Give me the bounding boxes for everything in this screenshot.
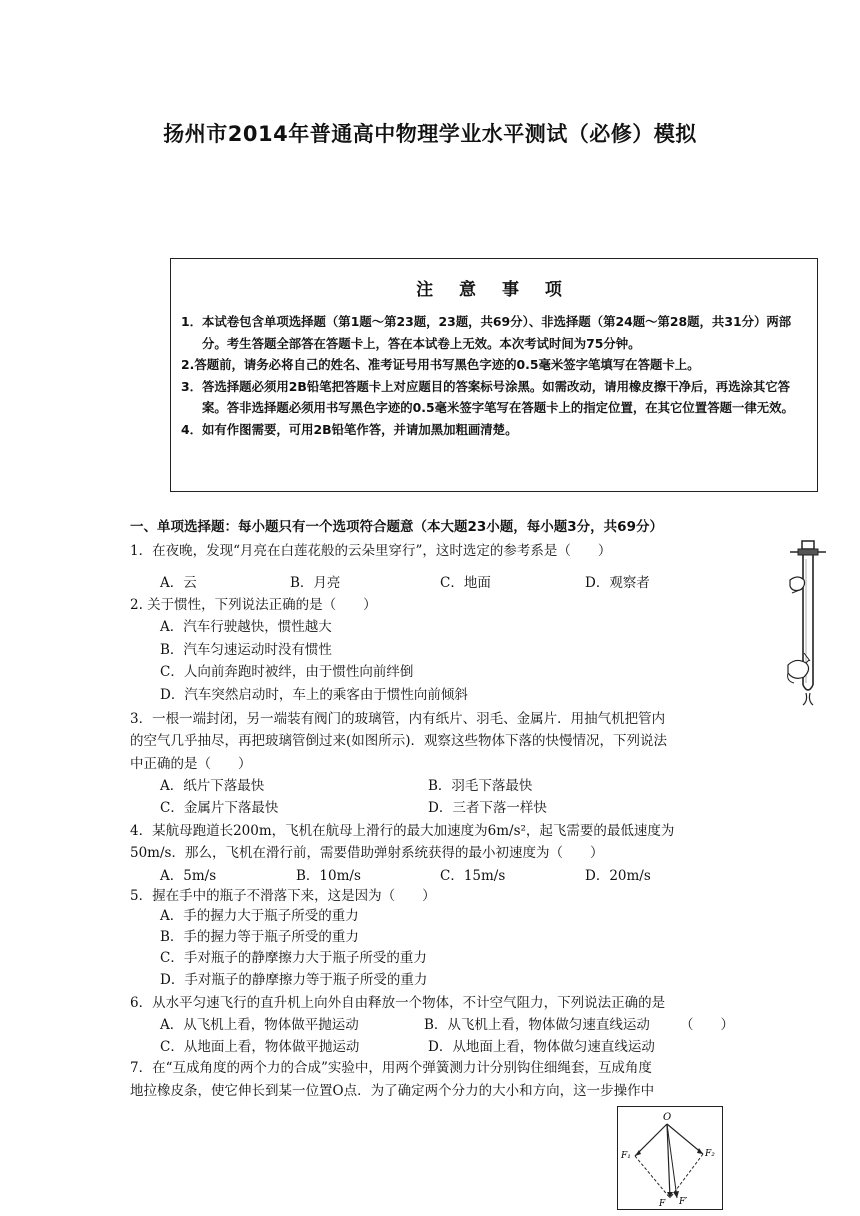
q6-option-d: D．从地面上看，物体做匀速直线运动 (428, 1039, 655, 1055)
notice-item-text: 本试卷包含单项选择题（第1题～第23题，23题，共69分）、非选择题（第24题～第28题，共31分）两部分。考生答题全部答在答题卡上，答在本试卷上无效。本次考试时间为75分钟。 (202, 314, 792, 351)
q4-option-c: C．15m/s (440, 868, 506, 884)
q2-stem: 2. 关于惯性，下列说法正确的是（ ） (130, 597, 377, 613)
notice-list (181, 311, 809, 440)
q1-option-b: B．月亮 (290, 575, 341, 591)
q2-option-b: B．汽车匀速运动时没有惯性 (160, 642, 332, 658)
q4-option-a: A．5m/s (160, 868, 217, 884)
q6-option-a: A．从飞机上看，物体做平抛运动 (160, 1017, 359, 1033)
q4-option-b: B．10m/s (296, 868, 361, 884)
notice-item-text: 答题前，请务必将自己的姓名、准考证号用书写黑色字迹的0.5毫米签字笔填写在答题卡上。 (194, 357, 700, 372)
q5-option-a: A．手的握力大于瓶子所受的重力 (160, 908, 359, 924)
q2-option-c: C．人向前奔跑时被绊，由于惯性向前绊倒 (160, 664, 414, 680)
q1-option-d: D．观察者 (585, 575, 650, 591)
q1-option-c: C．地面 (440, 575, 491, 591)
notice-item-number: 3． (181, 378, 203, 394)
glass-tube-figure (782, 535, 836, 715)
notice-item (181, 419, 809, 441)
notice-item-number: 1． (181, 314, 203, 329)
q6-option-b: B．从飞机上看，物体做匀速直线运动 (424, 1017, 650, 1033)
q6-option-c: C．从地面上看，物体做平抛运动 (160, 1039, 360, 1055)
section-heading: 一、单项选择题：每小题只有一个选项符合题意（本大题23小题，每小题3分，共69分） (130, 519, 663, 535)
notice-item-text: 答选择题必须用2B铅笔把答题卡上对应题目的答案标号涂黑。如需改动，请用橡皮擦干净后，再选涂其它答案。答非选择题必须用书写黑色字迹的0.5毫米签字笔写在答题卡上的指定位置，在其它位置答题一律无效。 (202, 378, 794, 415)
q6-answer-bracket: （ ） (680, 1017, 734, 1033)
q3-stem-line-3: 中正确的是（ ） (130, 756, 252, 772)
q1-option-a: A．云 (160, 575, 197, 591)
exam-title: 扬州市2014年普通高中物理学业水平测试（必修）模拟 (163, 122, 697, 146)
q5-option-c: C．手对瓶子的静摩擦力大于瓶子所受的重力 (160, 950, 427, 966)
notice-item-number: 2. (181, 357, 195, 372)
notice-item-number: 4． (181, 421, 203, 437)
q2-option-d: D．汽车突然启动时，车上的乘客由于惯性向前倾斜 (160, 687, 468, 703)
q5-option-d: D．手对瓶子的静摩擦力等于瓶子所受的重力 (160, 972, 428, 988)
q3-option-b: B．羽毛下落最快 (428, 778, 533, 794)
notice-box (170, 258, 818, 492)
q3-option-c: C．金属片下落最快 (160, 800, 279, 816)
q3-stem-line-1: 3．一根一端封闭，另一端装有阀门的玻璃管，内有纸片、羽毛、金属片．用抽气机把管内 (130, 711, 666, 727)
notice-item (181, 354, 809, 376)
q3-option-a: A．纸片下落最快 (160, 778, 265, 794)
q7-stem-line-2: 地拉橡皮条，使它伸长到某一位置O点．为了确定两个分力的大小和方向，这一步操作中 (130, 1083, 655, 1099)
q3-option-d: D．三者下落一样快 (428, 800, 547, 816)
label-o: O (663, 1112, 672, 1123)
label-f1: F₁ (621, 1151, 631, 1161)
q6-stem: 6．从水平匀速飞行的直升机上向外自由释放一个物体，不计空气阻力，下列说法正确的是 (130, 995, 666, 1011)
q1-stem: 1．在夜晚，发现“月亮在白莲花般的云朵里穿行”，这时选定的参考系是（ ） (130, 543, 612, 559)
q5-option-b: B．手的握力等于瓶子所受的重力 (160, 929, 359, 945)
notice-item (181, 376, 809, 419)
q4-option-d: D．20m/s (585, 868, 651, 884)
q7-stem-line-1: 7．在“互成角度的两个力的合成”实验中，用两个弹簧测力计分别钩住细绳套，互成角度 (130, 1060, 652, 1076)
notice-heading: 注 意 事 项 (416, 280, 572, 300)
q3-stem-line-2: 的空气几乎抽尽，再把玻璃管倒过来(如图所示)．观察这些物体下落的快慢情况，下列说法 (130, 733, 668, 749)
q2-option-a: A．汽车行驶越快，惯性越大 (160, 619, 332, 635)
label-f2: F₂ (705, 1149, 715, 1159)
force-diagram-figure (617, 1106, 723, 1210)
label-f-prime: F′ (679, 1197, 688, 1207)
notice-item (181, 311, 809, 354)
q4-stem-line-2: 50m/s．那么，飞机在滑行前，需要借助弹射系统获得的最小初速度为（ ） (130, 845, 604, 861)
q5-stem: 5．握在手中的瓶子不滑落下来，这是因为（ ） (130, 888, 436, 904)
q4-stem-line-1: 4．某航母跑道长200m，飞机在航母上滑行的最大加速度为6m/s²，起飞需要的最低速度为 (130, 823, 675, 839)
notice-item-text: 如有作图需要，可用2B铅笔作答，并请加黑加粗画清楚。 (202, 421, 518, 437)
label-f: F (659, 1199, 666, 1209)
